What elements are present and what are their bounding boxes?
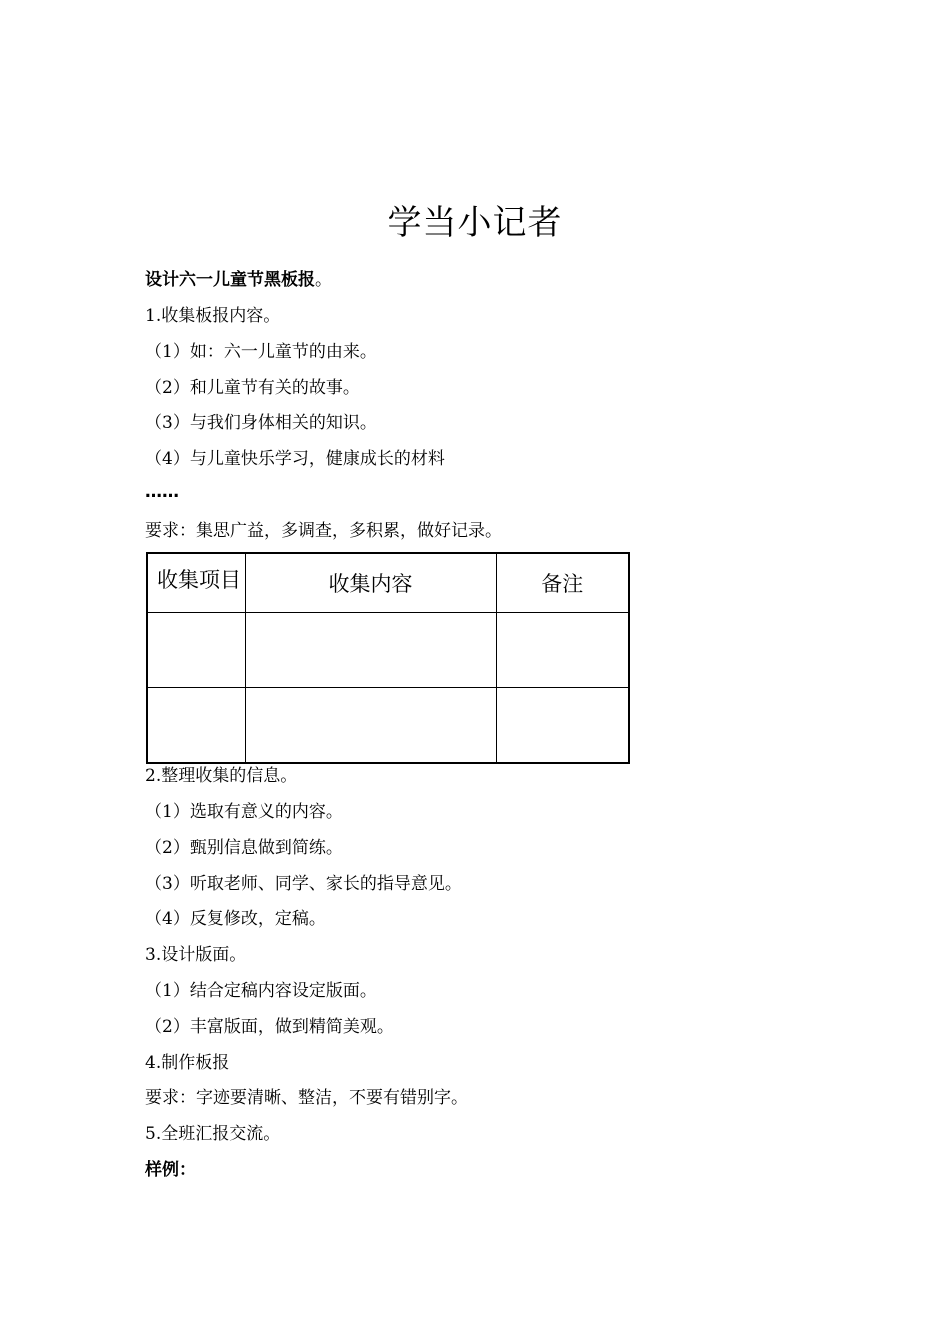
table-cell xyxy=(147,688,245,764)
intro-suffix: 。 xyxy=(315,270,332,290)
table-header-content: 收集内容 xyxy=(245,553,496,613)
table-header-notes: 备注 xyxy=(496,553,629,613)
table-row xyxy=(147,613,629,688)
section2-item-3: （3）听取老师、同学、家长的指导意见。 xyxy=(145,874,462,894)
section2-heading: 2.整理收集的信息。 xyxy=(145,766,298,786)
section3-item-2: （2）丰富版面，做到精简美观。 xyxy=(145,1017,394,1037)
ellipsis: …… xyxy=(145,482,179,502)
section1-item-4: （4）与儿童快乐学习，健康成长的材料 xyxy=(145,449,445,469)
table-header-row xyxy=(147,553,629,613)
page-title: 学当小记者 xyxy=(387,203,563,243)
section2-item-1: （1）选取有意义的内容。 xyxy=(145,802,343,822)
section2-item-4: （4）反复修改，定稿。 xyxy=(145,909,326,929)
section3-heading: 3.设计版面。 xyxy=(145,945,247,965)
section5-heading: 5.全班汇报交流。 xyxy=(145,1124,281,1144)
section2-item-2: （2）甄别信息做到简练。 xyxy=(145,838,343,858)
section1-item-3: （3）与我们身体相关的知识。 xyxy=(145,413,377,433)
section1-item-1: （1）如：六一儿童节的由来。 xyxy=(145,342,377,362)
intro-bold-text: 设计六一儿童节黑板报 xyxy=(145,270,315,290)
section3-item-1: （1）结合定稿内容设定版面。 xyxy=(145,981,377,1001)
section1-item-2: （2）和儿童节有关的故事。 xyxy=(145,378,360,398)
table-cell xyxy=(147,613,245,688)
intro-line xyxy=(145,268,332,292)
section1-heading: 1.收集板报内容。 xyxy=(145,306,281,326)
table-cell xyxy=(496,688,629,764)
table-cell xyxy=(245,688,496,764)
example-label: 样例： xyxy=(145,1160,196,1180)
table-cell xyxy=(245,613,496,688)
section1-requirement: 要求：集思广益，多调查，多积累，做好记录。 xyxy=(145,521,502,541)
collection-table xyxy=(146,552,630,764)
section4-heading: 4.制作板报 xyxy=(145,1053,230,1073)
table-cell xyxy=(496,613,629,688)
table-header-item: 收集项目 xyxy=(147,553,245,613)
section4-requirement: 要求：字迹要清晰、整洁，不要有错别字。 xyxy=(145,1088,468,1108)
table-row xyxy=(147,688,629,764)
